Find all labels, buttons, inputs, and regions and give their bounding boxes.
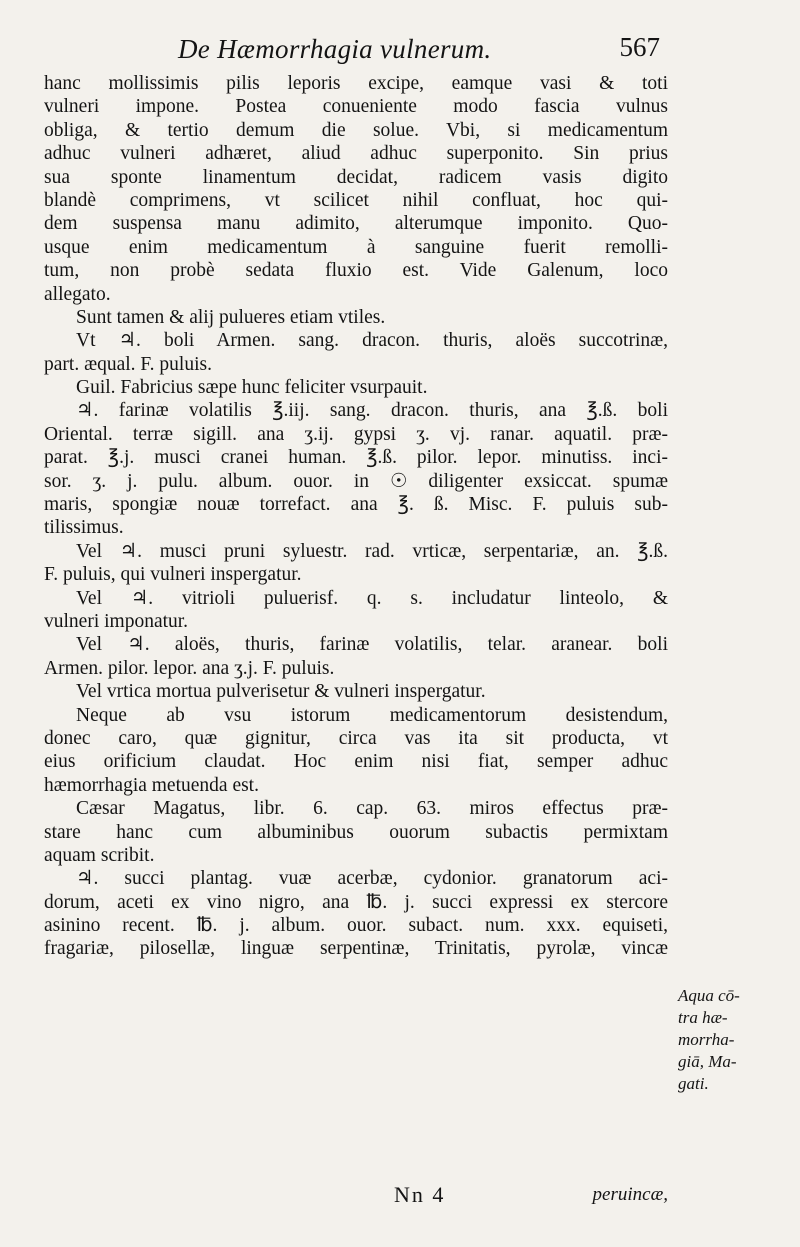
text-line: Neque ab vsu istorum medicamentorum desistendum, xyxy=(76,704,668,726)
text-line: sua sponte linamentum decidat, radicem vasis digito xyxy=(44,166,668,188)
text-line: dem suspensa manu adimito, alterumque imponito. Quo- xyxy=(44,213,668,235)
text-line: Armen. pilor. lepor. ana ʒ.j. F. puluis. xyxy=(44,657,335,679)
text-line: vulneri impone. Postea conueniente modo fascia vulnus xyxy=(44,96,668,118)
text-line: fragariæ, pilosellæ, linguæ serpentinæ, Trinitatis, pyrolæ, vincæ xyxy=(44,938,668,960)
text-line: eius orificium claudat. Hoc enim nisi fiat, semper adhuc xyxy=(44,751,668,773)
text-line: Vel ♃. vitrioli puluerisf. q. s. includatur linteolo, & xyxy=(76,587,668,609)
margin-note-line: Aqua cō- xyxy=(678,986,740,1005)
text-line: sor. ʒ. j. pulu. album. ouor. in ☉ diligenter exsiccat. spumæ xyxy=(44,470,668,492)
margin-note xyxy=(678,985,788,1095)
signature-mark: Nn 4 xyxy=(394,1182,446,1207)
text-line: Sunt tamen & alij pulueres etiam vtiles. xyxy=(76,306,386,328)
text-line: Guil. Fabricius sæpe hunc feliciter vsurpauit. xyxy=(76,377,428,399)
text-line: F. puluis, qui vulneri inspergatur. xyxy=(44,564,302,586)
text-line: tum, non probè sedata fluxio est. Vide Galenum, loco xyxy=(44,260,668,282)
text-line: vulneri imponatur. xyxy=(44,610,189,632)
text-line: Vel vrtica mortua pulverisetur & vulneri inspergatur. xyxy=(76,681,486,703)
text-line: asinino recent. ℔. j. album. ouor. subact. num. xxx. equiseti, xyxy=(44,915,668,937)
text-line: obliga, & tertio demum die solue. Vbi, si medicamentum xyxy=(44,119,668,141)
page-header xyxy=(170,30,660,74)
text-line: allegato. xyxy=(44,283,111,305)
body-text xyxy=(44,72,668,961)
text-line: Vel ♃. aloës, thuris, farinæ volatilis, telar. aranear. boli xyxy=(76,634,668,656)
margin-note-line: morrha- xyxy=(678,1030,735,1049)
text-line: Vel ♃. musci pruni syluestr. rad. vrticæ, serpentariæ, an. ℥.ß. xyxy=(76,540,668,562)
margin-note-line: giā, Ma- xyxy=(678,1052,737,1071)
page-number: 567 xyxy=(619,32,660,62)
text-line: hanc mollissimis pilis leporis excipe, eamque vasi & toti xyxy=(44,73,668,94)
text-line: maris, spongiæ nouæ torrefact. ana ℥. ß. Misc. F. puluis sub- xyxy=(44,494,668,516)
text-line: usque enim medicamentum à sanguine fuerit remolli- xyxy=(44,236,668,258)
text-line: donec caro, quæ gignitur, circa vas ita sit producta, vt xyxy=(44,727,668,749)
text-line: ♃. farinæ volatilis ℥.iij. sang. dracon. thuris, ana ℥.ß. boli xyxy=(76,400,668,422)
text-line: aquam scribit. xyxy=(44,844,155,866)
text-line: hæmorrhagia metuenda est. xyxy=(44,774,259,796)
text-line: Oriental. terræ sigill. ana ʒ.ij. gypsi ʒ. vj. ranar. aquatil. præ- xyxy=(44,423,668,445)
text-line: dorum, aceti ex vino nigro, ana ℔. j. succi expressi ex stercore xyxy=(44,891,668,913)
text-line: Cæsar Magatus, libr. 6. cap. 63. miros effectus præ- xyxy=(76,798,668,820)
text-line: blandè comprimens, vt scilicet nihil confluat, hoc qui- xyxy=(44,189,668,211)
margin-note-line: tra hæ- xyxy=(678,1008,728,1027)
text-line: part. æqual. F. puluis. xyxy=(44,353,212,375)
text-line: adhuc vulneri adhæret, aliud adhuc superponito. Sin prius xyxy=(44,143,668,165)
page-footer xyxy=(44,1182,668,1210)
text-line: ♃. succi plantag. vuæ acerbæ, cydonior. granatorum aci- xyxy=(76,868,668,890)
catchword: peruincæ, xyxy=(592,1184,668,1205)
text-line: tilissimus. xyxy=(44,517,124,539)
running-title: De Hæmorrhagia vulnerum. xyxy=(178,34,492,64)
text-line: stare hanc cum albuminibus ouorum subactis permixtam xyxy=(44,821,668,843)
text-line: Vt ♃. boli Armen. sang. dracon. thuris, aloës succotrinæ, xyxy=(76,330,668,352)
margin-note-line: gati. xyxy=(678,1074,709,1093)
text-line: parat. ℥.j. musci cranei human. ℥.ß. pilor. lepor. minutiss. inci- xyxy=(44,447,668,469)
